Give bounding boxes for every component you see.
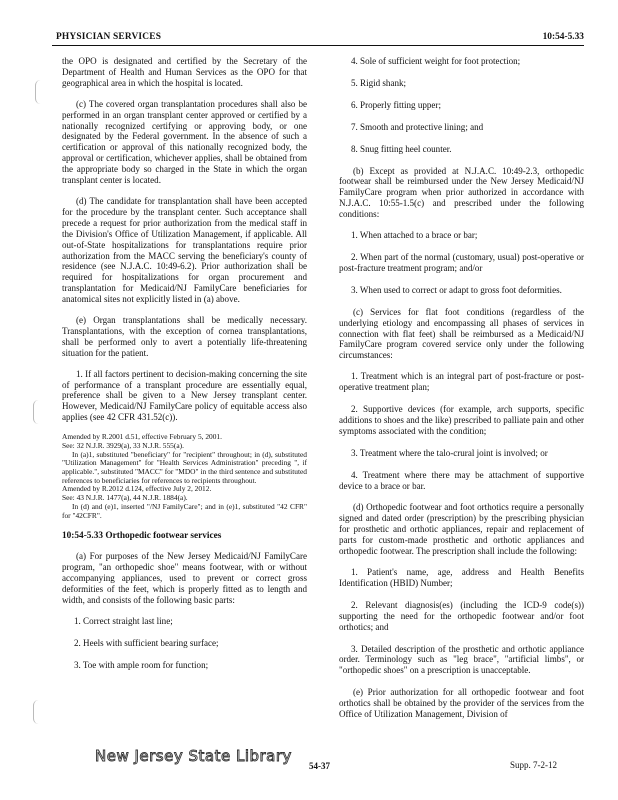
paragraph-e1: 1. If all factors pertinent to decision-making concerning the site of performance of a transplant procedure are essentially equal, preference shall be given to a New Jersey transplant center. However, Medicaid/NJ FamilyCare policy of equitable access also applies (see 42 CFR 431.52(c)).	[62, 368, 307, 423]
history-notes	[62, 433, 307, 520]
history-note: Amended by R.2012 d.124, effective July 2, 2012.	[62, 484, 212, 494]
list-item: 1. When attached to a brace or bar;	[351, 230, 478, 241]
paragraph-c-right: (c) Services for flat foot conditions (regardless of the underlying etiology and encompassing all phases of services in connection with flat feet) shall be reimbursed as a Medicaid/NJ FamilyCare program covered service only under the following circumstances:	[339, 306, 584, 361]
list-item: 3. Treatment where the talo-crural joint is involved; or	[351, 447, 548, 458]
history-note: In (d) and (e)1, inserted "/NJ FamilyCare"; and in (e)1, substituted "42 CFR" for "42CFR".	[62, 501, 307, 520]
margin-mark	[33, 700, 44, 724]
list-item: 2. Heels with sufficient bearing surface;	[74, 637, 219, 648]
library-stamp: New Jersey State Library	[95, 747, 292, 765]
list-item: 3. Detailed description of the prosthetic and orthotic appliance order. Terminology such as "leg brace", "artificial limbs", or "orthopedic shoes" on a prescription is unacceptable.	[339, 643, 584, 676]
list-item: 4. Treatment where there may be attachment of supportive device to a brace or bar.	[339, 469, 584, 491]
list-item: 8. Snug fitting heel counter.	[351, 143, 452, 154]
header-title: PHYSICIAN SERVICES	[56, 32, 162, 42]
paragraph-b: (b) Except as provided at N.J.A.C. 10:49-2.3, orthopedic footwear shall be reimbursed under the New Jersey Medicaid/NJ FamilyCare program when prior authorized in accordance with N.J.A.C. 10:55-1.5(c) and prescribed under the following conditions:	[339, 165, 584, 220]
paragraph-a: (a) For purposes of the New Jersey Medicaid/NJ FamilyCare program, "an orthopedic shoe" means footwear, with or without accompanying appliances, used to prevent or correct gross deformities of the feet, which is properly fitted as to length and width, and consists of the following basic parts:	[62, 551, 307, 605]
paragraph-d-right: (d) Orthopedic footwear and foot orthotics require a personally signed and dated order (prescription) by the prescribing physician for prosthetic and orthotic appliances, repair and replacement of parts for custom-made prosthetic and orthotic appliances and orthopedic footwear. The prescription shall include the following:	[339, 502, 584, 557]
header-section-number: 10:54-5.33	[542, 32, 584, 42]
margin-mark	[35, 80, 46, 104]
list-item: 1. Patient's name, age, address and Health Benefits Identification (HBID) Number;	[339, 567, 584, 588]
list-item: 4. Sole of sufficient weight for foot protection;	[351, 56, 521, 66]
paragraph-opo-continuation: the OPO is designated and certified by the Secretary of the Department of Health and Human Services as the OPO for that geographical area in which the hospital is located.	[62, 56, 307, 88]
section-heading: 10:54-5.33 Orthopedic footwear services	[62, 531, 222, 542]
list-item: 2. Relevant diagnosis(es) (including the ICD-9 code(s)) supporting the need for the orthopedic footwear and/or foot orthotics; and	[339, 599, 584, 632]
margin-mark	[33, 400, 44, 424]
paragraph-d: (d) The candidate for transplantation shall have been accepted for the procedure by the transplant center. Such acceptance shall precede a request for prior authorization from the medical staff in the Division's Office of Utilization Management, if applicable. All out-of-State hospitalizations for transplantations require prior authorization from the MACC serving the beneficiary's county of residence (see N.J.A.C. 10:49-6.2). Prior authorization shall be required for hospitalizations for organ procurement and transplantation for Medicaid/NJ FamilyCare beneficiaries for anatomical sites not explicitly listed in (a) above.	[62, 195, 307, 305]
list-item: 6. Properly fitting upper;	[351, 99, 441, 110]
paragraph-e: (e) Organ transplantations shall be medically necessary. Transplantations, with the exception of cornea transplantations, shall be performed only to avert a potentially life-threatening situation for the patient.	[62, 315, 307, 358]
right-column	[339, 56, 584, 730]
history-note: In (a)1, substituted "beneficiary" for "recipient" throughout; in (d), substituted "Utilization Management" for "Health Services Administration" preceding ", if applicable.", substituted "MACC" for "MDO" in the third sentence and substituted references to beneficiaries for references to recipients throughout.	[62, 449, 307, 485]
running-header	[52, 27, 584, 46]
list-item: 3. When used to correct or adapt to gross foot deformities.	[351, 284, 562, 295]
paragraph-e-right: (e) Prior authorization for all orthopedic footwear and foot orthotics shall be obtained by the provider of the services from the Office of Utilization Management, Division of	[339, 687, 584, 720]
list-item: 5. Rigid shank;	[351, 77, 407, 88]
list-item: 1. Treatment which is an integral part of post-fracture or post-operative treatment plan;	[339, 371, 584, 393]
list-item: 2. When part of the normal (customary, usual) post-operative or post-fracture treatment program; and/or	[339, 251, 584, 273]
history-note: See: 43 N.J.R. 1477(a), 44 N.J.R. 1884(a).	[62, 493, 188, 503]
page-number: 54-37	[309, 761, 330, 771]
list-item: 1. Correct straight last line;	[74, 615, 173, 626]
history-note: Amended by R.2001 d.51, effective February 5, 2001.	[62, 432, 222, 442]
list-item: 3. Toe with ample room for function;	[74, 659, 209, 670]
list-item: 2. Supportive devices (for example, arch supports, specific additions to shoes and the like) prescribed to palliate pain and other symptoms associated with the condition;	[339, 404, 584, 436]
paragraph-c: (c) The covered organ transplantation procedures shall also be performed in an organ transplant center approved or certified by a nationally recognized certifying or approving body, or one designated by the Federal government. In the absence of such a certification or approval of this nationally recognized body, the approval or certification, whichever applies, shall be obtained from the appropriate body so charged in the State in which the organ transplant center is located.	[62, 98, 307, 186]
left-column	[62, 56, 307, 681]
supplement-date: Supp. 7-2-12	[510, 760, 557, 770]
history-note: See: 32 N.J.R. 3929(a), 33 N.J.R. 555(a).	[62, 440, 184, 450]
list-item: 7. Smooth and protective lining; and	[351, 121, 484, 132]
